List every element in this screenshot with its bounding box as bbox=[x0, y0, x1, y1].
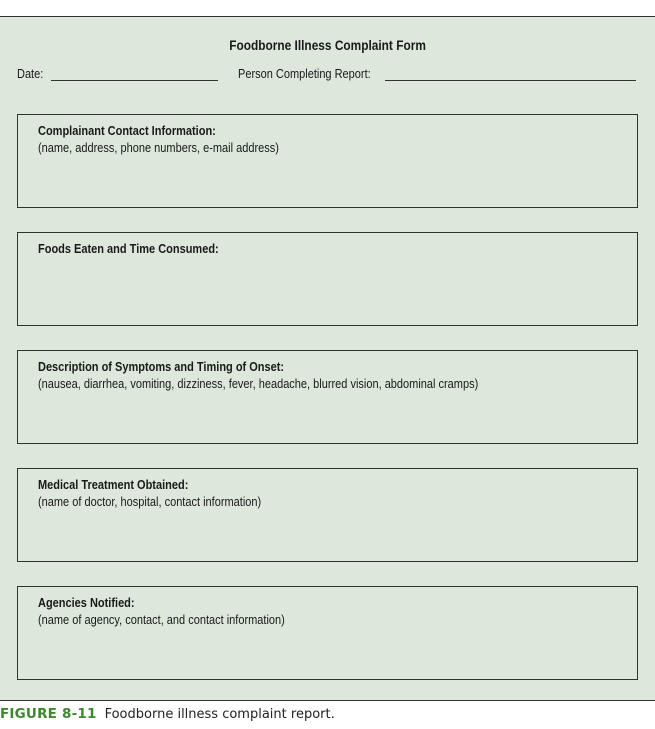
figure-caption bbox=[0, 706, 335, 722]
caption-text: Foodborne illness complaint report. bbox=[104, 707, 335, 722]
section-agencies-notified[interactable] bbox=[17, 586, 638, 680]
form-title: Foodborne Illness Complaint Form bbox=[229, 38, 426, 53]
section-subheading: (name of doctor, hospital, contact information) bbox=[38, 495, 262, 509]
section-complainant-contact[interactable] bbox=[17, 114, 638, 208]
section-subheading: (name, address, phone numbers, e-mail address) bbox=[38, 141, 279, 155]
section-heading: Complainant Contact Information: bbox=[38, 124, 216, 138]
date-label: Date: bbox=[17, 67, 44, 81]
section-medical-treatment[interactable] bbox=[17, 468, 638, 562]
person-completing-label: Person Completing Report: bbox=[238, 67, 371, 81]
section-heading: Agencies Notified: bbox=[38, 596, 135, 610]
section-heading: Foods Eaten and Time Consumed: bbox=[38, 242, 219, 256]
section-heading: Description of Symptoms and Timing of Onset: bbox=[38, 360, 285, 374]
date-field[interactable] bbox=[51, 80, 218, 81]
section-symptoms[interactable] bbox=[17, 350, 638, 444]
person-completing-field[interactable] bbox=[385, 80, 636, 81]
section-heading: Medical Treatment Obtained: bbox=[38, 478, 189, 492]
figure-number: FIGURE 8-11 bbox=[0, 706, 97, 722]
section-subheading: (nausea, diarrhea, vomiting, dizziness, fever, headache, blurred vision, abdominal cramps) bbox=[38, 377, 479, 391]
section-foods-eaten[interactable] bbox=[17, 232, 638, 326]
complaint-form bbox=[0, 16, 655, 701]
section-subheading: (name of agency, contact, and contact information) bbox=[38, 613, 285, 627]
